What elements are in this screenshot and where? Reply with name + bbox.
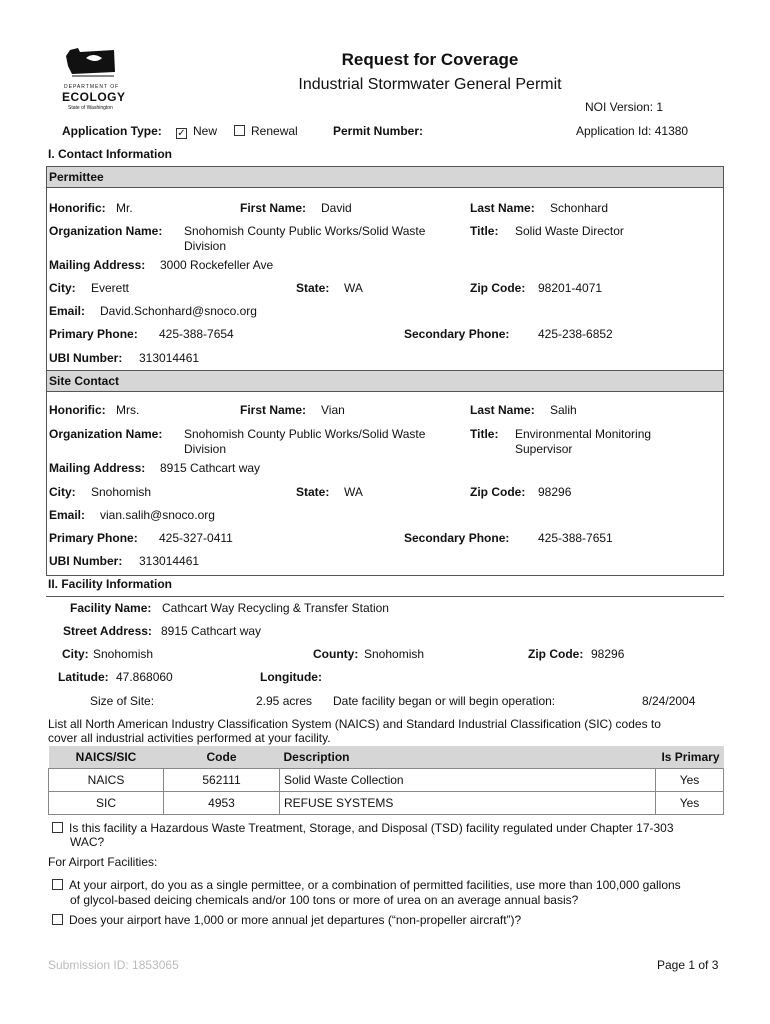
facility-size-label: Size of Site: <box>90 694 155 708</box>
airport-departures-question[interactable]: Does your airport have 1,000 or more annual jet departures (“non-propeller aircraft”)? <box>52 913 521 927</box>
row-type: SIC <box>49 792 164 815</box>
permittee-state-label: State: <box>296 281 330 295</box>
permittee-secondary-phone: 425-238-6852 <box>538 327 613 341</box>
site-honorific: Mrs. <box>116 403 140 417</box>
row-description: REFUSE SYSTEMS <box>280 792 656 815</box>
permittee-last-name-label: Last Name: <box>470 201 535 215</box>
facility-street-label: Street Address: <box>63 624 152 638</box>
permittee-first-name-label: First Name: <box>240 201 307 215</box>
permittee-city-label: City: <box>49 281 76 295</box>
site-primary-phone-label: Primary Phone: <box>49 531 138 545</box>
facility-size: 2.95 acres <box>256 694 313 708</box>
site-first-name-label: First Name: <box>240 403 307 417</box>
airport-deicing-question-line2: of glycol-based deicing chemicals and/or 100 tons or more of urea on an average annual basis? <box>70 893 579 907</box>
col-description: Description <box>280 746 656 769</box>
permittee-zip-label: Zip Code: <box>470 281 526 295</box>
logo-dept-text: DEPARTMENT OF <box>64 84 120 90</box>
permittee-mailing: 3000 Rockefeller Ave <box>160 258 274 272</box>
facility-name-label: Facility Name: <box>70 601 152 615</box>
permittee-title: Solid Waste Director <box>515 224 624 238</box>
col-naics-sic: NAICS/SIC <box>49 746 164 769</box>
facility-city: Snohomish <box>93 647 154 661</box>
row-description: Solid Waste Collection <box>280 769 656 792</box>
row-code: 4953 <box>164 792 280 815</box>
permittee-mailing-label: Mailing Address: <box>49 258 146 272</box>
row-is-primary: Yes <box>656 769 724 792</box>
table-row <box>49 792 724 815</box>
permittee-ubi: 313014461 <box>139 351 200 365</box>
page-subtitle: Industrial Stormwater General Permit <box>298 76 562 93</box>
permittee-state: WA <box>344 281 363 295</box>
facility-latitude-label: Latitude: <box>58 670 109 684</box>
site-title-line1: Environmental Monitoring <box>515 427 652 441</box>
site-first-name: Vian <box>321 403 345 417</box>
site-ubi: 313014461 <box>139 554 200 568</box>
site-title-line2: Supervisor <box>515 442 573 456</box>
airport-heading: For Airport Facilities: <box>48 855 158 869</box>
site-primary-phone: 425-327-0411 <box>159 531 233 545</box>
facility-start-label: Date facility began or will begin operation: <box>333 694 556 708</box>
checkbox-icon[interactable] <box>234 125 245 136</box>
site-last-name-label: Last Name: <box>470 403 535 417</box>
submission-id: Submission ID: 1853065 <box>48 958 179 972</box>
site-last-name: Salih <box>550 403 577 417</box>
permittee-email-label: Email: <box>49 304 86 318</box>
facility-longitude-label: Longitude: <box>260 670 322 684</box>
row-code: 562111 <box>164 769 280 792</box>
airport-deicing-question[interactable]: At your airport, do you as a single permittee, or a combination of permitted facilities, use more than 100,000 gallons <box>52 878 681 892</box>
facility-name: Cathcart Way Recycling & Transfer Station <box>162 601 389 615</box>
table-header-row <box>49 746 724 769</box>
site-org-line1: Snohomish County Public Works/Solid Waste <box>184 427 426 441</box>
permittee-last-name: Schonhard <box>550 201 609 215</box>
site-state: WA <box>344 485 363 499</box>
permittee-city: Everett <box>91 281 130 295</box>
site-mailing-label: Mailing Address: <box>49 461 146 475</box>
site-honorific-label: Honorific: <box>49 403 106 417</box>
naics-intro-line2: cover all industrial activities performed at your facility. <box>48 731 331 745</box>
logo-ecology-text: ECOLOGY <box>62 90 126 104</box>
permittee-org-line1: Snohomish County Public Works/Solid Waste <box>184 224 426 238</box>
permittee-honorific-label: Honorific: <box>49 201 106 215</box>
site-contact-heading: Site Contact <box>46 370 724 392</box>
site-city-label: City: <box>49 485 76 499</box>
site-zip-label: Zip Code: <box>470 485 526 499</box>
permittee-primary-phone: 425-388-7654 <box>159 327 234 341</box>
checked-checkbox-icon[interactable]: ✓ <box>177 128 186 139</box>
application-id: Application Id: 41380 <box>576 124 689 138</box>
permittee-secondary-phone-label: Secondary Phone: <box>404 327 510 341</box>
checkbox-icon[interactable] <box>52 879 63 890</box>
permittee-title-label: Title: <box>470 224 499 238</box>
permittee-ubi-label: UBI Number: <box>49 351 123 365</box>
section-contact-title: I. Contact Information <box>48 147 172 161</box>
site-title-label: Title: <box>470 427 499 441</box>
facility-zip-label: Zip Code: <box>528 647 584 661</box>
permittee-org-line2: Division <box>184 239 227 253</box>
facility-start-date: 8/24/2004 <box>642 694 696 708</box>
page-number: Page 1 of 3 <box>657 958 719 972</box>
naics-sic-table <box>48 746 724 815</box>
permittee-zip: 98201-4071 <box>538 281 603 295</box>
permit-number-label: Permit Number: <box>333 124 424 138</box>
application-type-label: Application Type: <box>62 124 162 138</box>
site-city: Snohomish <box>91 485 152 499</box>
row-type: NAICS <box>49 769 164 792</box>
noi-version: NOI Version: 1 <box>585 100 664 114</box>
site-email: vian.salih@snoco.org <box>100 508 215 522</box>
facility-zip: 98296 <box>591 647 625 661</box>
type-new-option[interactable]: ✓ New <box>177 124 218 139</box>
permittee-email: David.Schonhard@snoco.org <box>100 304 257 318</box>
site-secondary-phone: 425-388-7651 <box>538 531 613 545</box>
table-row <box>49 769 724 792</box>
tsd-question-line2: WAC? <box>70 835 105 849</box>
site-email-label: Email: <box>49 508 86 522</box>
checkbox-icon[interactable] <box>52 822 63 833</box>
site-org-line2: Division <box>184 442 227 456</box>
permittee-first-name: David <box>321 201 352 215</box>
page-title: Request for Coverage <box>341 50 519 69</box>
permittee-heading: Permittee <box>46 166 724 188</box>
facility-latitude: 47.868060 <box>116 670 173 684</box>
facility-county-label: County: <box>313 647 359 661</box>
type-renewal-option[interactable]: Renewal <box>234 124 298 138</box>
site-secondary-phone-label: Secondary Phone: <box>404 531 510 545</box>
col-code: Code <box>164 746 280 769</box>
site-org-label: Organization Name: <box>49 427 163 441</box>
permittee-primary-phone-label: Primary Phone: <box>49 327 138 341</box>
facility-street: 8915 Cathcart way <box>161 624 262 638</box>
site-state-label: State: <box>296 485 330 499</box>
site-mailing: 8915 Cathcart way <box>160 461 261 475</box>
site-zip: 98296 <box>538 485 572 499</box>
logo-state-text: State of Washington <box>68 105 113 111</box>
permittee-honorific: Mr. <box>116 201 133 215</box>
section-facility-title: II. Facility Information <box>48 577 173 591</box>
site-ubi-label: UBI Number: <box>49 554 123 568</box>
facility-city-label: City: <box>62 647 89 661</box>
row-is-primary: Yes <box>656 792 724 815</box>
permittee-org-label: Organization Name: <box>49 224 163 238</box>
checkbox-icon[interactable] <box>52 914 63 925</box>
naics-intro-line1: List all North American Industry Classification System (NAICS) and Standard Industrial Classification (SIC) codes to <box>48 717 661 731</box>
tsd-question[interactable]: Is this facility a Hazardous Waste Treatment, Storage, and Disposal (TSD) facility regulated under Chapter 17-303 <box>52 821 674 835</box>
col-is-primary: Is Primary <box>656 746 724 769</box>
facility-divider <box>46 596 724 597</box>
facility-county: Snohomish <box>364 647 425 661</box>
